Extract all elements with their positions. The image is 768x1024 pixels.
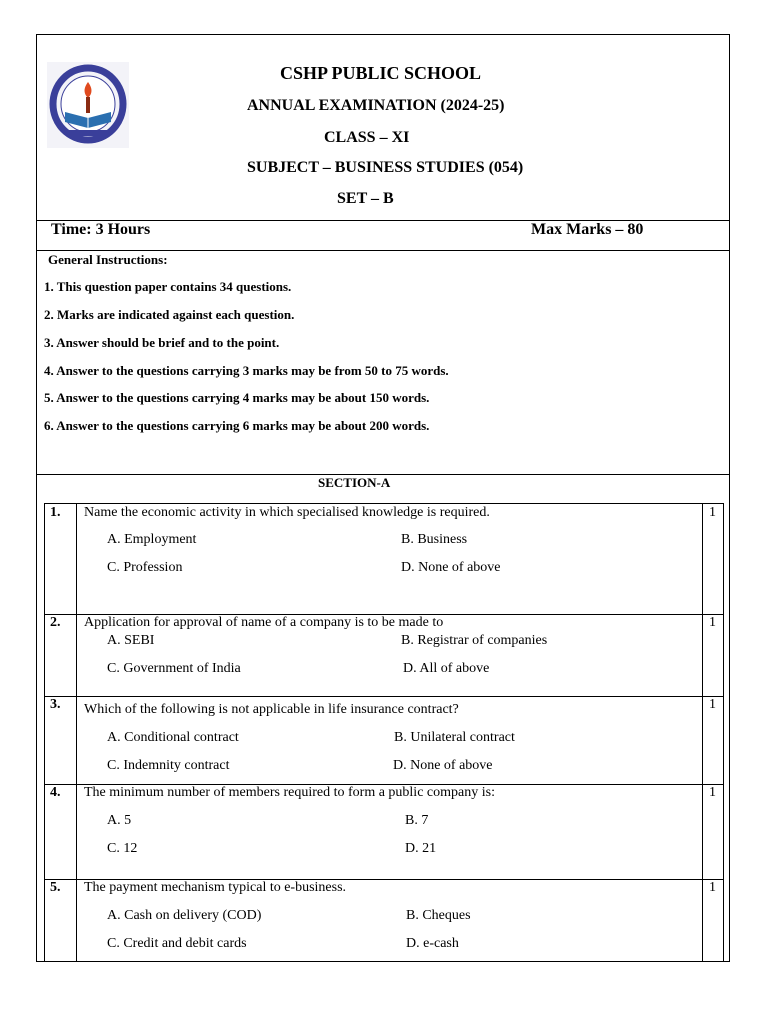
instruction-item: 1. This question paper contains 34 questions. bbox=[44, 279, 292, 294]
section-divider bbox=[44, 503, 724, 504]
table-right-line bbox=[723, 503, 724, 961]
section-heading: SECTION-A bbox=[318, 475, 391, 490]
question-text: The minimum number of members required to form a public company is: bbox=[84, 785, 495, 800]
exam-title: ANNUAL EXAMINATION (2024-25) bbox=[247, 97, 505, 114]
table-marks-line bbox=[702, 503, 703, 961]
school-logo bbox=[47, 62, 129, 148]
question-number: 5. bbox=[50, 880, 61, 895]
instruction-item: 6. Answer to the questions carrying 6 marks may be about 200 words. bbox=[44, 418, 430, 433]
question-marks: 1 bbox=[709, 615, 716, 630]
option-c: C. Government of India bbox=[107, 661, 241, 676]
set-label: SET – B bbox=[337, 190, 394, 207]
question-text: The payment mechanism typical to e-business. bbox=[84, 880, 347, 895]
option-d: D. None of above bbox=[393, 758, 493, 773]
question-marks: 1 bbox=[709, 697, 716, 712]
question-number: 3. bbox=[50, 697, 61, 712]
option-c: C. Profession bbox=[107, 560, 183, 575]
option-a: A. Employment bbox=[107, 532, 197, 547]
option-b: B. Business bbox=[401, 532, 468, 547]
table-left-line bbox=[44, 503, 45, 961]
question-text: Which of the following is not applicable in life insurance contract? bbox=[84, 702, 459, 717]
option-c: C. 12 bbox=[107, 841, 138, 856]
option-b: B. Cheques bbox=[406, 908, 471, 923]
question-number: 1. bbox=[50, 505, 61, 520]
option-a: A. Cash on delivery (COD) bbox=[107, 908, 262, 923]
instruction-item: 5. Answer to the questions carrying 4 marks may be about 150 words. bbox=[44, 390, 430, 405]
option-a: A. 5 bbox=[107, 813, 132, 828]
option-a: A. Conditional contract bbox=[107, 730, 239, 745]
option-a: A. SEBI bbox=[107, 633, 155, 648]
option-c: C. Indemnity contract bbox=[107, 758, 230, 773]
question-marks: 1 bbox=[709, 880, 716, 895]
question-number: 2. bbox=[50, 615, 61, 630]
max-marks-label: Max Marks – 80 bbox=[531, 221, 644, 238]
option-b: B. 7 bbox=[405, 813, 429, 828]
school-emblem-icon bbox=[47, 62, 129, 148]
instruction-item: 2. Marks are indicated against each question. bbox=[44, 307, 295, 322]
class-label: CLASS – XI bbox=[324, 129, 410, 146]
option-d: D. e-cash bbox=[406, 936, 459, 951]
option-d: D. All of above bbox=[403, 661, 490, 676]
question-text: Application for approval of name of a company is to be made to bbox=[84, 615, 444, 630]
table-num-line bbox=[76, 503, 77, 961]
question-text: Name the economic activity in which specialised knowledge is required. bbox=[84, 505, 490, 520]
instruction-item: 3. Answer should be brief and to the point. bbox=[44, 335, 280, 350]
question-marks: 1 bbox=[709, 785, 716, 800]
option-c: C. Credit and debit cards bbox=[107, 936, 247, 951]
subject-label: SUBJECT – BUSINESS STUDIES (054) bbox=[247, 159, 524, 176]
option-b: B. Unilateral contract bbox=[394, 730, 515, 745]
meta-divider bbox=[36, 250, 730, 251]
question-number: 4. bbox=[50, 785, 61, 800]
question-marks: 1 bbox=[709, 505, 716, 520]
instructions-title: General Instructions: bbox=[48, 252, 168, 267]
school-name: CSHP PUBLIC SCHOOL bbox=[280, 63, 482, 83]
option-d: D. None of above bbox=[401, 560, 501, 575]
time-label: Time: 3 Hours bbox=[51, 221, 151, 238]
option-b: B. Registrar of companies bbox=[401, 633, 548, 648]
option-d: D. 21 bbox=[405, 841, 437, 856]
q2-divider bbox=[44, 696, 724, 697]
q5-divider bbox=[44, 961, 724, 962]
instruction-item: 4. Answer to the questions carrying 3 marks may be from 50 to 75 words. bbox=[44, 363, 449, 378]
